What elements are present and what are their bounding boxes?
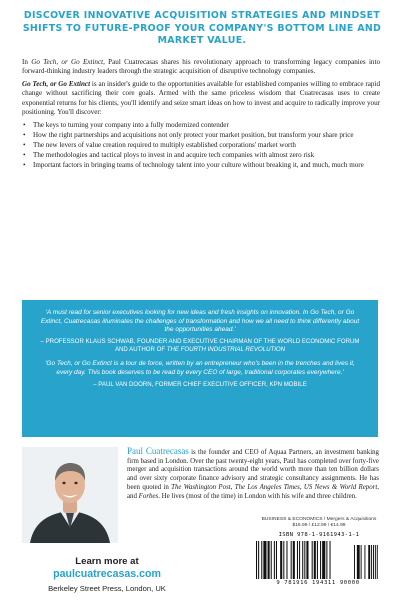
isbn-text: ISBN 978-1-9161943-1-1	[278, 532, 360, 538]
description	[22, 58, 380, 171]
headline: DISCOVER INNOVATIVE ACQUISITION STRATEGIES AND MINDSET SHIFTS TO FUTURE-PROOF YOUR COMPANY'S BOTTOM LINE AND MARKET VALUE.	[22, 10, 382, 46]
learn-more-block	[22, 556, 192, 593]
bio-separator: , and	[127, 483, 380, 500]
bio-text: is the founder and CEO of Aquaa Partners, an investment banking firm based in London. Over the past twenty-eight years, Paul has completed over forty-five merger and acquisition transactions around the world worth more than ten billion dollars and over sixty corporate finance advisory and strategic consultancy assignments. He has been quoted in	[127, 449, 379, 491]
isbn-barcode	[254, 532, 384, 590]
list-item: • How the right partnerships and acquisitions not only protect your market position, but transform your share price	[22, 131, 380, 140]
bio-separator: ,	[299, 483, 304, 491]
publication-name: The Washington Post	[171, 483, 231, 491]
attribution-text: – PROFESSOR KLAUS SCHWAB, FOUNDER AND EXECUTIVE CHAIRMAN OF THE WORLD ECONOMIC FORUM AND AUTHOR OF	[40, 337, 360, 354]
publisher-line: Berkeley Street Press, London, UK	[48, 584, 166, 593]
author-photo	[22, 447, 118, 543]
list-item: • The methodologies and tactical ploys to invest in and acquire tech companies with almost zero risk	[22, 151, 380, 160]
category-label	[254, 517, 384, 530]
ean-digits: 9 781916 194311	[276, 580, 336, 586]
intro-prefix: In	[22, 58, 32, 66]
benefit-list	[22, 121, 380, 170]
category-text: BUSINESS & ECONOMICS / Mergers & Acquisitions	[261, 517, 377, 522]
learn-more-label: Learn more at	[75, 556, 139, 567]
endorsement-quote: 'A must read for senior executives looking for new ideas and fresh insights on innovation. In Go Tech, or Go Extinct, Cuatrecasas illuminates the challenges of transformation and how we all need to think differently about the opportunities ahead.'	[40, 309, 360, 334]
list-item: • Important factors in bringing teams of technology talent into your culture without breaking it, and much, much more	[22, 161, 380, 170]
list-item: • The keys to turning your company into a fully modernized contender	[22, 121, 380, 130]
author-bio	[127, 447, 379, 501]
endorsement-attribution	[38, 338, 362, 355]
endorsement-attribution: – PAUL VAN DOORN, FORMER CHIEF EXECUTIVE OFFICER, KPN MOBILE	[93, 380, 307, 388]
barcode-image	[256, 541, 382, 581]
addon-digits: 90000	[339, 580, 360, 586]
summary-paragraph	[22, 80, 380, 118]
attribution-book: THE FOURTH INDUSTRIAL REVOLUTION	[166, 346, 286, 354]
endorsements-box	[22, 300, 378, 437]
endorsement-quote: 'Go Tech, or Go Extinct is a tour de force, written by an entrepreneur who's been in the trenches and lives it, every day. This book deserves to be read by every CEO of large, traditional corporates everywhere.'	[45, 360, 355, 376]
publication-name: US News & World Report	[303, 483, 378, 491]
barcode-digits	[254, 580, 382, 586]
publication-name: Forbes	[138, 492, 159, 500]
website-link[interactable]: paulcuatrecasas.com	[53, 568, 161, 580]
author-name: Paul Cuatrecasas	[127, 446, 189, 456]
intro-text: , Paul Cuatrecasas shares his revolutionary approach to transforming legacy companies into forward-thinking industry leaders through the strategic acquisition of disruptive technology companies.	[22, 58, 380, 76]
intro-book-title: Go Tech, or Go Extinct	[31, 58, 104, 66]
intro-paragraph	[22, 58, 380, 77]
publication-name: The Los Angeles Times	[234, 483, 300, 491]
summary-text: is an insider's guide to the opportunities available for established companies willing to embrace rapid change without sacrificing their core goals. Armed with the same priceless wisdom that Cuatrecasas uses to create exponential returns for his clients, you'll identify and seize smart ideas on how to invest and acquire to radically improve your positioning. You'll discover:	[22, 79, 380, 117]
summary-book-title: Go Tech, or Go Extinct	[22, 79, 91, 88]
author-portrait-image	[22, 447, 118, 543]
bio-separator: ,	[230, 483, 235, 491]
list-item: • The new levers of value creation required to multiply established corporations' market worth	[22, 141, 380, 150]
bio-text: . He lives (most of the time) in London with his wife and three children.	[158, 492, 357, 500]
price-text: $16.99 / £12.99 / €14.99	[292, 523, 346, 529]
